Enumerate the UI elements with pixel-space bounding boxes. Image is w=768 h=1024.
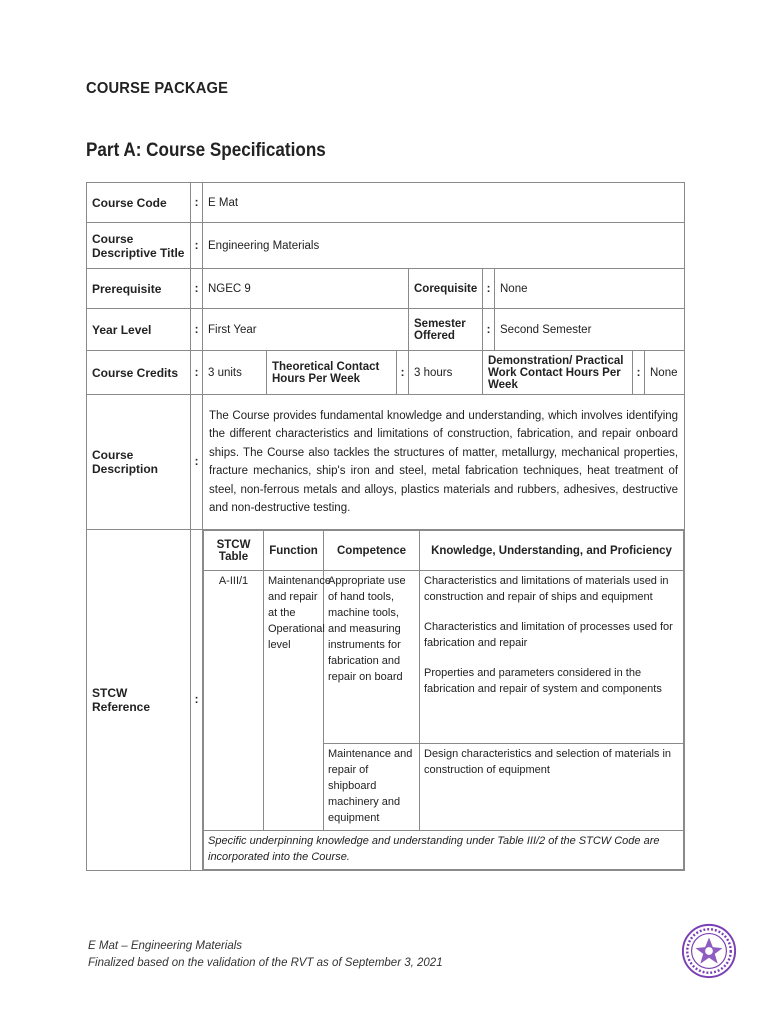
course-code-value: E Mat [203,183,685,223]
stcw-label: STCW Reference [87,530,191,871]
corequisite-value: None [495,269,685,309]
package-title: COURSE PACKAGE [86,80,229,97]
year-level-value: First Year [203,309,409,351]
footer [88,938,443,973]
semester-value: Second Semester [495,309,685,351]
colon: : [483,269,495,309]
row-course-code [87,183,685,223]
stcw-row-1 [204,571,684,744]
stcw-header-row [204,531,684,571]
row-year-level [87,309,685,351]
kup-1-item: Characteristics and limitations of materials used in construction and repair of ships and equipment [424,575,669,604]
competence-1: Appropriate use of hand tools, machine tools, and measuring instruments for fabrication and repair on board [324,571,420,744]
competence-2: Maintenance and repair of shipboard machinery and equipment [324,744,420,831]
part-title: Part A: Course Specifications [86,140,326,161]
row-prerequisite [87,269,685,309]
prerequisite-value: NGEC 9 [203,269,409,309]
colon: : [483,309,495,351]
year-level-label: Year Level [87,309,191,351]
stcw-note-row [204,831,684,870]
practical-hours-value: None [645,351,685,395]
stcw-note: Specific underpinning knowledge and understanding under Table III/2 of the STCW Code are incorporated into the Course. [204,831,684,870]
description-value: The Course provides fundamental knowledge and understanding, which involves identifying the different characteristics and limitations of construction, fabrication, and repair onboard ships. The Course also tackles the structures of matter, metallurgy, mechanical properties, fracture mechanics, ship's iron and steel, metal fabrication techniques, heat treatment of steel, non-ferrous metals and alloys, plastics materials and rubbers, adhesives, destructive and non-destructive testing. [203,395,685,530]
stcw-table [203,530,684,870]
theory-hours-value: 3 hours [409,351,483,395]
colon: : [191,223,203,269]
kup-header: Knowledge, Understanding, and Proficiency [420,531,684,571]
function-header: Function [264,531,324,571]
course-spec-table [86,182,685,871]
colon: : [191,351,203,395]
row-title [87,223,685,269]
colon: : [191,309,203,351]
colon: : [191,269,203,309]
theory-hours-label: Theoretical Contact Hours Per Week [267,351,397,395]
row-credits [87,351,685,395]
kup-1-item: Properties and parameters considered in the fabrication and repair of system and components [424,667,662,696]
colon: : [191,183,203,223]
kup-1 [420,571,684,744]
stcw-table-header: STCW Table [204,531,264,571]
footer-line-1: E Mat – Engineering Materials [88,940,243,952]
kup-2: Design characteristics and selection of materials in construction of equipment [420,744,684,831]
course-code-label: Course Code [87,183,191,223]
credits-label: Course Credits [87,351,191,395]
prerequisite-label: Prerequisite [87,269,191,309]
title-label: Course Descriptive Title [87,223,191,269]
colon: : [191,530,203,871]
stcw-cell [203,530,685,871]
row-description [87,395,685,530]
semester-label: Semester Offered [409,309,483,351]
competence-header: Competence [324,531,420,571]
title-value: Engineering Materials [203,223,685,269]
institution-seal-icon [680,922,738,980]
stcw-function: Maintenance and repair at the Operational level [264,571,324,831]
colon: : [191,395,203,530]
row-stcw [87,530,685,871]
credits-value: 3 units [203,351,267,395]
practical-hours-label: Demonstration/ Practical Work Contact Hours Per Week [483,351,633,395]
description-label: Course Description [87,395,191,530]
colon: : [633,351,645,395]
stcw-table-ref: A-III/1 [204,571,264,831]
corequisite-label: Corequisite [409,269,483,309]
kup-1-item: Characteristics and limitation of processes used for fabrication and repair [424,621,673,650]
footer-line-2: Finalized based on the validation of the RVT as of September 3, 2021 [88,957,443,970]
colon: : [397,351,409,395]
